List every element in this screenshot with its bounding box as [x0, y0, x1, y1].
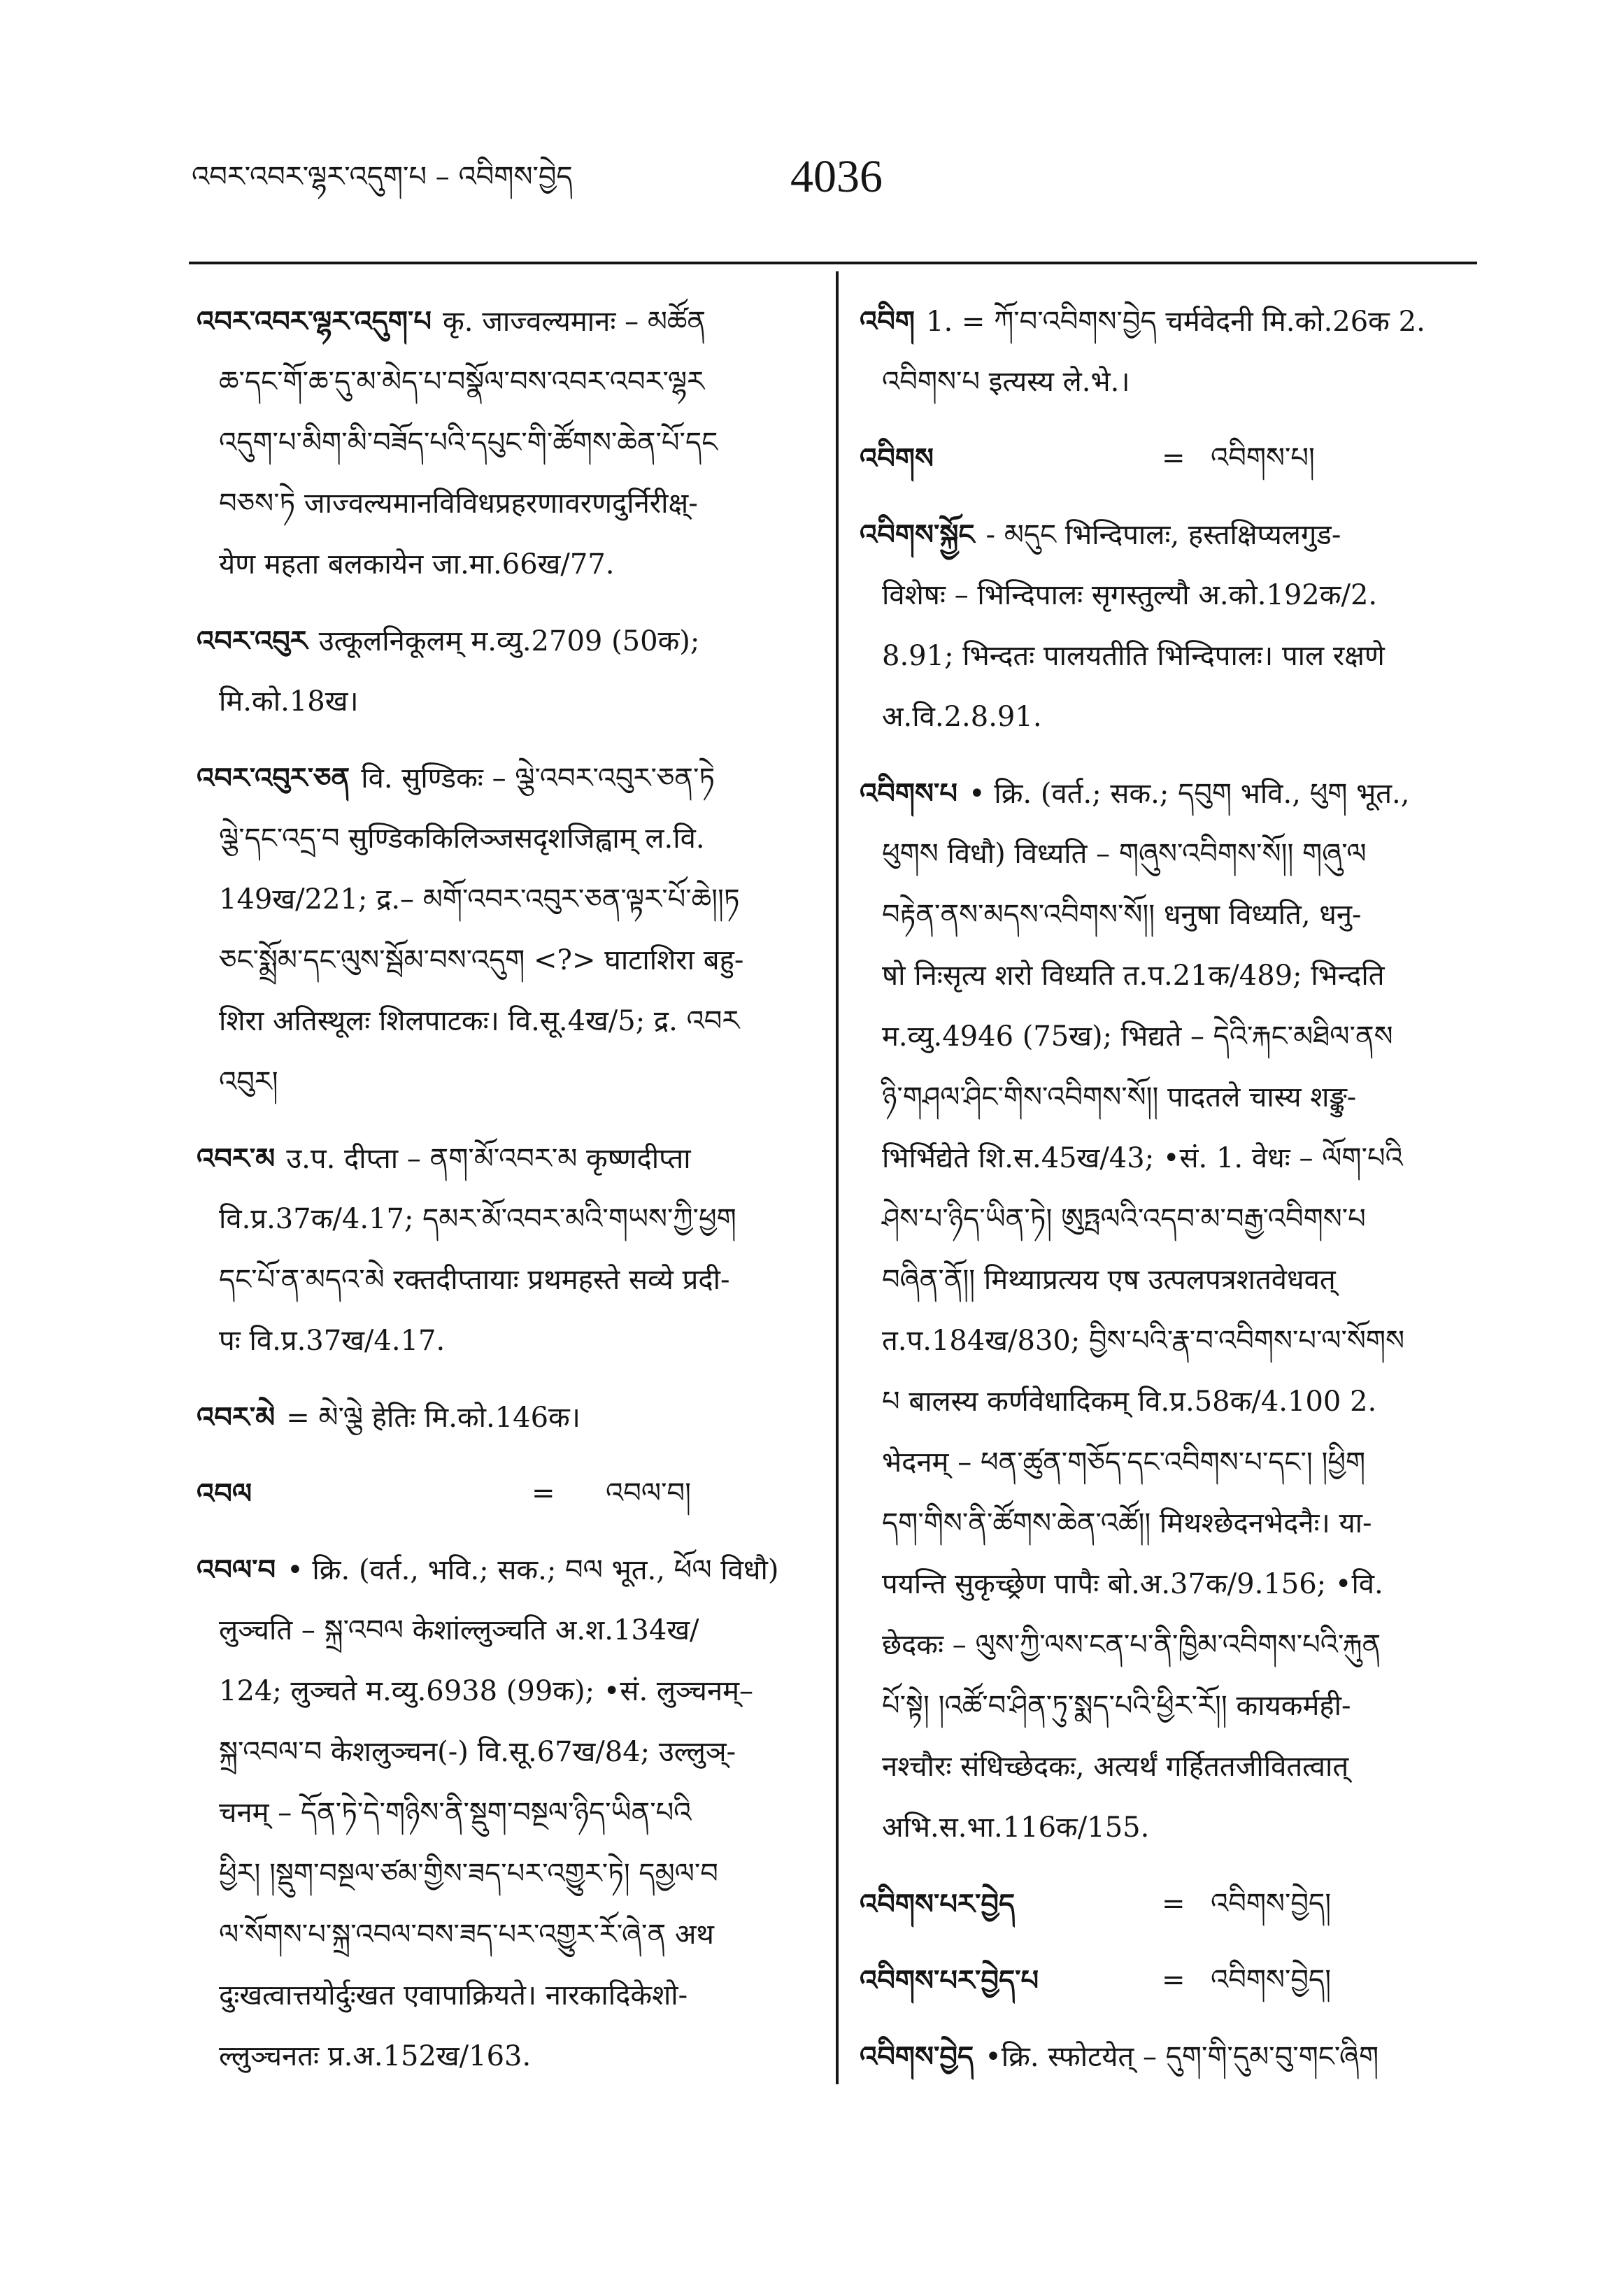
entry-line: འབིགས་པ इत्यस्य ले.भे.। [882, 366, 1130, 398]
entry-line: षो निःसृत्य शरो विध्यति त.प.21क/489; भिन्दति [882, 960, 1385, 992]
equals-sign: = [1162, 1964, 1185, 1996]
cross-reference-target: འབིགས་བྱེད། [1211, 1888, 1332, 1920]
entry-first-line [197, 748, 813, 809]
entry-first-line [197, 1539, 813, 1600]
running-head: འབར་འབར་ལྷར་འདུག་པ – འབིགས་བྱེད [192, 161, 573, 193]
entry-text: • क्रि. (वर्त.; सक.; དབུག भवि., ཕུག भूत., [969, 778, 1410, 810]
headword: འབིགས་སྐྱོང [860, 518, 975, 551]
entry-line: འབུར། [219, 1066, 278, 1098]
dictionary-entry [860, 1950, 1481, 2011]
entry-line: अ.वि.2.8.91. [882, 701, 1042, 733]
dictionary-entry [197, 1387, 813, 1448]
headword: འབིགས་བྱེད [860, 2040, 974, 2073]
entry-first-line [860, 2026, 1481, 2087]
entry-first-line [197, 1128, 813, 1189]
entry-text: •क्रि. स्फोटयेत् – དུག་གི་དུམ་བུ་གང་ཞིག [985, 2041, 1379, 2073]
headword: འབིགས [860, 442, 934, 475]
headword: འབར་མེ [197, 1401, 276, 1434]
entry-line: པ बालस्य कर्णवेधादिकम् वि.प्र.58क/4.100 2. [882, 1386, 1377, 1418]
entry-line: པོ་སྟེ། །འཚོ་བ་ཤིན་ཏུ་སྨད་པའི་ཕྱིར་རོ།། कायकर्मही- [882, 1690, 1351, 1722]
headword: འབལ་བ [197, 1553, 276, 1586]
entry-line: ཕུགས विधौ) विध्यति – གཞུས་འབིགས་སོ།། གཞུ་ལ [882, 838, 1367, 870]
column-divider [836, 271, 839, 2084]
entry-line: ཕྱིར། །སྡུག་བསྔལ་ཙམ་གྱིས་ཟད་པར་འགྱུར་ཏེ། དམྱལ་བ [219, 1858, 718, 1890]
dictionary-entry [860, 504, 1481, 748]
entry-first-line [860, 1950, 1481, 2011]
entry-line: छेदकः – ལུས་ཀྱི་ལས་ངན་པ་ནི་ཁྱིམ་འབིགས་པའི་རྐུན [882, 1629, 1381, 1661]
entry-line: मि.को.18ख। [219, 685, 359, 718]
entry-text: उत्कूलनिकूलम् म.व्यु.2709 (50क); [318, 625, 700, 657]
entry-line: शिरा अतिस्थूलः शिलपाटकः। वि.सू.4ख/5; द्र. འབར [219, 1005, 740, 1037]
dictionary-entry [197, 1539, 813, 2087]
dictionary-entry [860, 428, 1481, 489]
entry-line: ཅང་སྨྲོམ་དང་ལུས་སྦོམ་བས་འདུག <?> घाटाशिरा बहु- [219, 944, 744, 976]
entry-text: कृ. जाज्वल्यमानः – མཚོན [443, 306, 706, 338]
entry-first-line [197, 1387, 813, 1448]
headword: འབར་འབུར [197, 625, 308, 657]
entry-line: སྐྲ་འབལ་བ केशलुञ्चन(-) वि.सू.67ख/84; उल्लुञ्- [219, 1736, 736, 1768]
entry-first-line [860, 763, 1481, 824]
header-rule [189, 262, 1477, 264]
entry-line: 124; लुञ्चते म.व्यु.6938 (99क); •सं. लुञ्चनम्– [219, 1675, 753, 1707]
headword: འབར་འབུར་ཅན [197, 762, 350, 795]
entry-text: - མདུང भिन्दिपालः, हस्तक्षिप्यलगुड- [985, 519, 1341, 551]
headword: འབིག [860, 305, 915, 338]
entry-line: अभि.स.भा.116क/155. [882, 1811, 1150, 1844]
entry-line: བཞིན་ནོ།། मिथ्याप्रत्यय एष उत्पलपत्रशतवेधवत् [882, 1264, 1336, 1296]
entry-first-line [197, 611, 813, 671]
entry-text: वि. सुण्डिकः – ལྕེ་འབར་འབུར་ཅན་ཏེ [361, 762, 715, 795]
equals-sign: = [1162, 1888, 1185, 1920]
page-number: 4036 [790, 151, 883, 202]
entry-line: ཆ་དང་གོ་ཆ་དུ་མ་མེད་པ་བསྣོལ་བས་འབར་འབར་ལྷར [219, 366, 705, 398]
entry-line: ཤེས་པ་ཉིད་ཡིན་ཏེ། ཨུཏྤལའི་འདབ་མ་བརྒྱ་འབིགས་པ [882, 1203, 1366, 1235]
headword: འབིགས་པར་བྱེད་པ [860, 1964, 1039, 1997]
entry-first-line [860, 1874, 1481, 1935]
entry-text: • क्रि. (वर्त., भवि.; सक.; བལ भूत., ཕོལ विधौ) [287, 1554, 779, 1586]
entry-line: विशेषः – भिन्दिपालः सृगस्तुल्यौ अ.को.192क/2. [882, 579, 1378, 611]
entry-line: पः वि.प्र.37ख/4.17. [219, 1325, 446, 1357]
entry-line: དང་པོ་ན་མདའ་མེ रक्तदीप्तायाः प्रथमहस्ते सव्ये प्रदी- [219, 1264, 730, 1296]
dictionary-entry [197, 291, 813, 595]
headword: འབར་མ [197, 1142, 276, 1175]
headword: འབལ [197, 1477, 252, 1510]
entry-line: 8.91; भिन्दतः पालयतीति भिन्दिपालः। पाल रक्षणे [882, 640, 1385, 672]
entry-line: ལ་སོགས་པ་སྐྲ་འབལ་བས་ཟད་པར་འགྱུར་རོ་ཞེ་ན अथ [219, 1919, 714, 1951]
entry-first-line [197, 291, 813, 352]
entry-first-line [860, 504, 1481, 565]
headword: འབར་འབར་ལྷར་འདུག་པ [197, 305, 432, 338]
headword: འབིགས་པར་བྱེད [860, 1888, 1016, 1921]
right-column [860, 291, 1481, 2102]
entry-line: वि.प्र.37क/4.17; དམར་མོ་འབར་མའི་གཡས་ཀྱི་ཕྱག [219, 1203, 736, 1235]
entry-line: लुञ्चति – སྐྲ་འབལ केशांल्लुञ्चति अ.श.134ख/ [219, 1614, 699, 1646]
entry-first-line [860, 291, 1481, 352]
equals-sign: = [532, 1477, 555, 1509]
dictionary-entry [197, 1463, 813, 1524]
entry-line: चनम् – དོན་ཏེ་དེ་གཉིས་ནི་སྡུག་བསྔལ་ཉིད་ཡིན་པའི [219, 1797, 692, 1829]
equals-sign: = [1162, 442, 1185, 474]
dictionary-entry [197, 1128, 813, 1372]
entry-text: उ.प. दीप्ता – ནག་མོ་འབར་མ कृष्णदीप्ता [286, 1143, 691, 1175]
entry-line: ཉི་གཤལ་ཤིང་གིས་འབིགས་སོ།། पादतले चास्य शङ्कु- [882, 1081, 1357, 1113]
left-column [197, 291, 813, 2102]
cross-reference-target: འབིགས་བྱེད། [1211, 1964, 1332, 1996]
entry-line: འདུག་པ་མིག་མི་བཟོད་པའི་དཔུང་གི་ཚོགས་ཆེན་པོ་དང [219, 427, 718, 459]
entry-line: येण महता बलकायेन जा.मा.66ख/77. [219, 548, 615, 581]
entry-line: म.व्यु.4946 (75ख); भिद्यते – དེའི་རྐང་མཐིལ་ནས [882, 1020, 1393, 1053]
dictionary-entry [860, 1874, 1481, 1935]
entry-line: भिर्भिद्येते शि.स.45ख/43; •सं. 1. वेधः – ལོག་པའི [882, 1142, 1403, 1174]
dictionary-entry [860, 2026, 1481, 2087]
entry-line: དག་གིས་ནི་ཚོགས་ཆེན་འཚོ།། मिथश्छेदनभेदनैः। या- [882, 1507, 1372, 1539]
entry-first-line [860, 428, 1481, 489]
entry-line: 149ख/221; द्र.– མགོ་འབར་འབུར་ཅན་ལྟར་པོ་ཆེ།།ཏ [219, 883, 740, 916]
cross-reference-target: འབིགས་པ། [1211, 442, 1315, 474]
entry-line: བརྟེན་ནས་མདས་འབིགས་སོ།། धनुषा विध्यति, धनु- [882, 899, 1362, 931]
entry-line: ल्लुञ्चनतः प्र.अ.152ख/163. [219, 2040, 532, 2072]
cross-reference-target: འབལ་བ། [606, 1477, 691, 1509]
entry-first-line [197, 1463, 813, 1524]
entry-text: 1. = ཀོ་བ་འབིགས་བྱེད चर्मवेदनी मि.को.26क 2. [926, 306, 1425, 338]
entry-line: ལྕེ་དང་འདྲ་བ सुण्डिककिलिञ्जसदृशजिह्वाम् ल.वि. [219, 823, 705, 855]
headword: འབིགས་པ [860, 777, 958, 810]
entry-line: पयन्ति सुकृच्छ्रेण पापैः बो.अ.37क/9.156; •वि. [882, 1568, 1383, 1600]
dictionary-entry [197, 611, 813, 732]
entry-line: नश्चौरः संधिच्छेदकः, अत्यर्थं गर्हिततजीवितत्वात् [882, 1751, 1349, 1783]
entry-line: दुःखत्वात्तयोर्दुःखत एवापाक्रियते। नारकादिकेशो- [219, 1979, 688, 2012]
entry-text: = མེ་ལྕེ हेतिः मि.को.146क। [286, 1402, 580, 1434]
entry-line: བཅས་ཏེ जाज्वल्यमानविविधप्रहरणावरणदुर्निरीक्ष्- [219, 487, 698, 520]
dictionary-entry [860, 763, 1481, 1858]
dictionary-entry [197, 748, 813, 1113]
dictionary-entry [860, 291, 1481, 413]
entry-line: त.प.184ख/830; བྱིས་པའི་རྣ་བ་འབིགས་པ་ལ་སོགས [882, 1325, 1405, 1357]
entry-line: भेदनम् – ཕན་ཚུན་གཅོད་དང་འབིགས་པ་དང་། །ཕྱིག [882, 1446, 1366, 1479]
